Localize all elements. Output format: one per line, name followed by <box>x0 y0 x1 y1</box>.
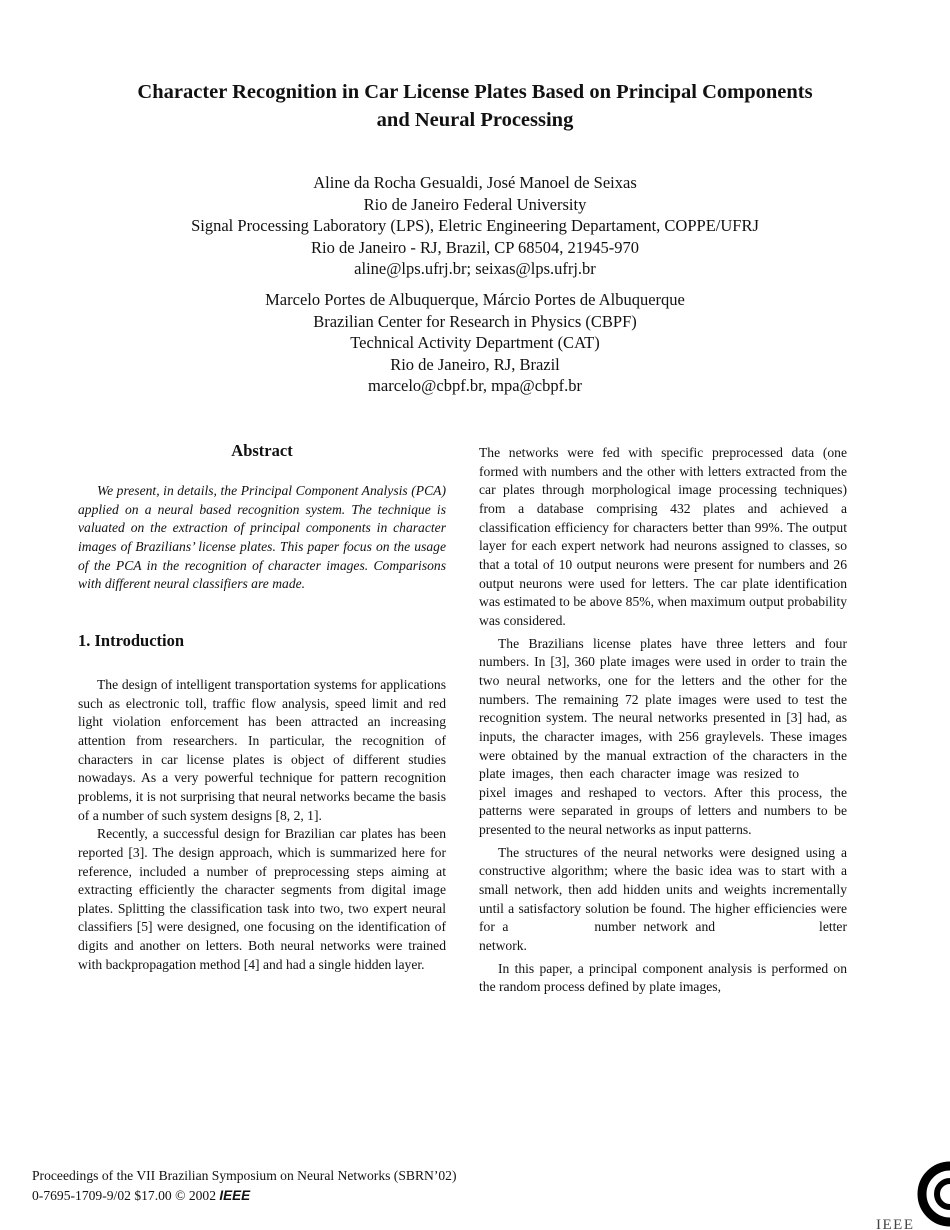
footer-line-1: Proceedings of the VII Brazilian Symposium on Neural Networks (SBRN’02) <box>32 1168 457 1183</box>
paragraph-5-text-a: The structures of the neural networks were designed using a constructive algorithm; where the basic idea was to start with a small network, then add hidden units and weights incrementally until a satisfactory solution be found. The higher efficiencies were for a <box>479 844 847 935</box>
author-emails-1: aline@lps.ufrj.br; seixas@lps.ufrj.br <box>354 259 596 279</box>
author-block-1 <box>60 172 890 280</box>
abstract-text: We present, in details, the Principal Component Analysis (PCA) applied on a neural based recognition system. The technique is valuated on the extraction of principal components in character images of Brazilians’ license plates. This paper focus on the usage of the PCA in the recognition of character images. Comparisons with different neural classifiers are made. <box>78 483 446 592</box>
ieee-computer-society-logo-icon <box>872 1150 950 1230</box>
left-column <box>78 440 446 974</box>
footer-line-2 <box>32 1186 457 1206</box>
intro-paragraph-2: Recently, a successful design for Brazilian car plates has been reported [3]. The design approach, which is summarized here for reference, included a number of preprocessing steps aiming at extracting efficiently the character segments from digital image plates. Splitting the classification task into two, two expert neural classifiers [5] were designed, one focusing on the identification of digits and another on letters. Both neural networks were trained with backpropagation method [4] and had a single hidden layer. <box>78 826 446 972</box>
introduction-heading: 1. Introduction <box>78 630 185 650</box>
author-names-1: Aline da Rocha Gesualdi, José Manoel de Seixas <box>313 173 637 192</box>
author-emails-2: marcelo@cbpf.br, mpa@cbpf.br <box>368 376 582 396</box>
ieee-wordmark: IEEE <box>219 1188 251 1203</box>
intro-paragraph-4 <box>479 635 847 840</box>
footer-isbn: 0-7695-1709-9/02 $17.00 © 2002 <box>32 1188 217 1203</box>
author-block-2 <box>60 289 890 397</box>
title-line-2: and Neural Processing <box>376 109 574 131</box>
paragraph-5-text-c: letter network. <box>479 919 847 954</box>
paper-title <box>60 78 890 134</box>
intro-paragraph-3: The networks were fed with specific preprocessed data (one formed with numbers and the other with letters extracted from the car plates through morphological image processing techniques) from a database comprising 432 plates and achieved a classification efficiency for characters better than 99%. The output layer for each expert network had neurons assigned to classes, so that a total of 10 output neurons were present for numbers and 26 output neurons were used for letters. The car plate identification was estimated to be above 85%, when maximum output probability was considered. <box>479 445 847 628</box>
paragraph-5-text-b: number network and <box>594 919 716 935</box>
paragraph-4-text-a: The Brazilians license plates have three letters and four numbers. In [3], 360 plate images were used in order to train the two neural networks, one for the letters and the other for the numbers. The remaining 72 plate images were used to test the recognition system. The neural networks presented in [3] had, as inputs, the character images, with 256 graylevels. These images were obtained by the manual extraction of the characters in the plate images, then each character image was resized to <box>479 635 847 782</box>
affiliation-address-1: Rio de Janeiro - RJ, Brazil, CP 68504, 21945-970 <box>311 237 639 257</box>
right-column <box>479 444 847 997</box>
author-names-2: Marcelo Portes de Albuquerque, Márcio Portes de Albuquerque <box>265 290 685 309</box>
affiliation-address-2: Rio de Janeiro, RJ, Brazil <box>390 354 560 374</box>
logo-inner-ring <box>937 1181 950 1207</box>
logo-text: IEEE <box>876 1217 915 1230</box>
intro-paragraph-5 <box>479 844 847 956</box>
paragraph-4-text-b: pixel images and reshaped to vectors. After this process, the patterns were separated in groups of letters and numbers to be presented to the neural networks as input patterns. <box>479 784 847 838</box>
affiliation-department: Technical Activity Department (CAT) <box>350 333 600 353</box>
proceedings-footer <box>32 1166 457 1206</box>
intro-paragraph-1: The design of intelligent transportation systems for applications such as electronic toll, traffic flow analysis, speed limit and red light violation enforcement has been attracted an increasing attention from researchers. In particular, the recognition of characters in car license plates is object of different studies nowadays. As a very powerful technique for pattern recognition problems, it is not surprising that neural networks became the basis of a number of such system designs [8, 2, 1]. <box>78 676 446 823</box>
title-line-1: Character Recognition in Car License Plates Based on Principal Components <box>137 81 813 103</box>
affiliation-university: Rio de Janeiro Federal University <box>363 194 587 214</box>
affiliation-lab: Signal Processing Laboratory (LPS), Eletric Engineering Departament, COPPE/UFRJ <box>191 216 759 236</box>
intro-paragraph-6: In this paper, a principal component analysis is performed on the random process defined by plate images, <box>479 960 847 995</box>
abstract-heading: Abstract <box>231 441 293 460</box>
affiliation-center: Brazilian Center for Research in Physics (CBPF) <box>313 311 637 331</box>
